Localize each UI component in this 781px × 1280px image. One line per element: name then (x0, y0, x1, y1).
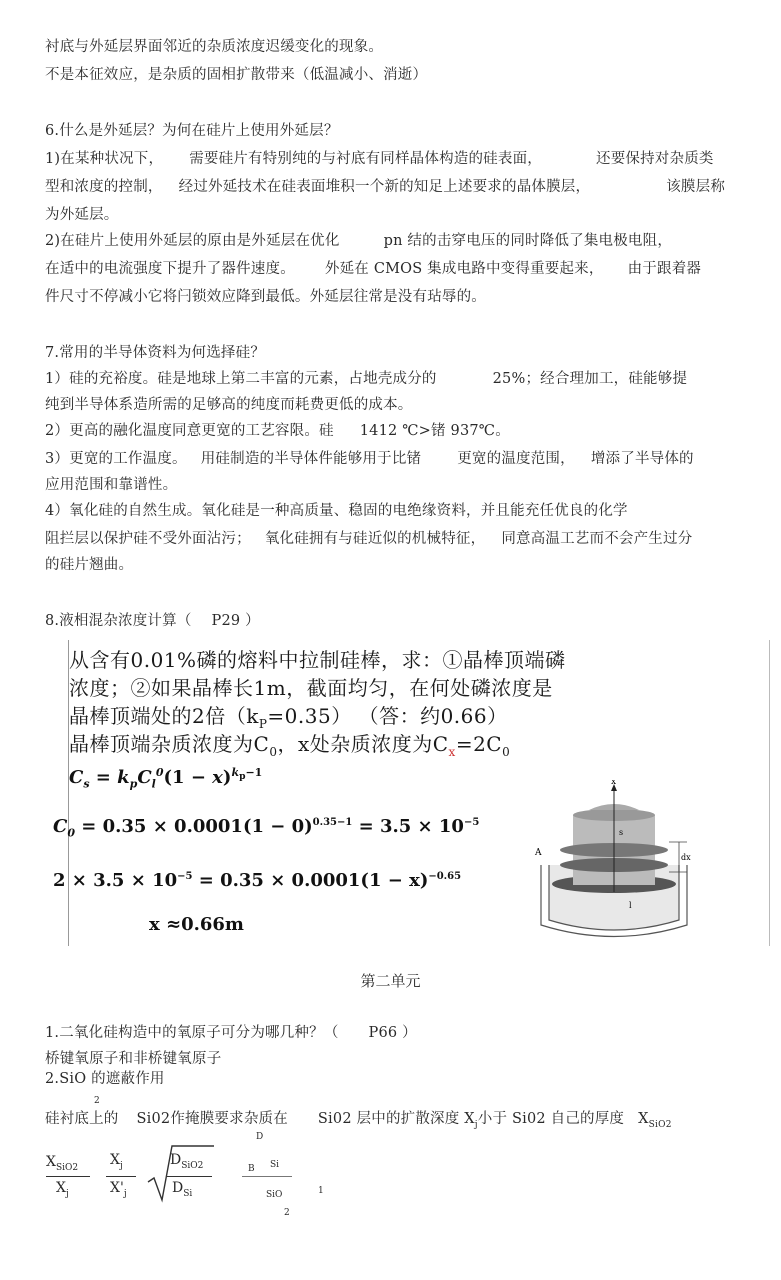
frac2-num (110, 1152, 123, 1171)
text: = 0.35 × 0.0001(1 − 0) (74, 816, 313, 837)
q7-a1-line2: 纯到半导体系造所需的足够高的纯度而耗费更低的成本。 (45, 397, 413, 413)
text: Si02作掩膜要求杂质在 (136, 1111, 288, 1127)
ratio-formula (46, 1132, 546, 1230)
text: 外延在 CMOS 集成电路中变得重要起来， (324, 261, 604, 277)
sub: j (474, 1119, 478, 1130)
sub: SiO2 (648, 1119, 672, 1130)
box-line-1: 从含有0.01%磷的熔料中拉制硅棒，求：①晶棒顶端磷 (69, 648, 566, 672)
sub: 0 (502, 745, 511, 759)
text: 还要保持对杂质类 (596, 151, 714, 167)
text: D (172, 1180, 184, 1196)
text: 3）更宽的工作温度。 (45, 451, 187, 467)
text: pn 结的击穿电压的同时降低了集电极电阻， (383, 233, 673, 249)
text: 同意高温工艺而不会产生过分 (501, 531, 693, 547)
text: 该膜层称 (666, 179, 726, 195)
text: 氧化硅拥有与硅近似的机械特征， (264, 531, 486, 547)
q2-subscript-2: 2 (94, 1096, 100, 1106)
q6-p1-line3: 为外延层。 (45, 207, 119, 223)
text: 用硅制造的半导体件能够用于比锗 (200, 451, 422, 467)
text: X (110, 1152, 120, 1168)
q7-a2 (45, 422, 510, 440)
sup: −0.65 (428, 871, 462, 882)
q8-problem-image (53, 640, 770, 946)
q7-a4-line3: 的硅片翘曲。 (45, 557, 134, 573)
intro-line-2: 不是本征效应，是杂质的固相扩散带来（低温减小、消逝） (45, 67, 428, 83)
text: 硅衬底上的 (45, 1111, 119, 1127)
text: 增添了半导体的 (590, 451, 694, 467)
text: 型和浓度的控制， (45, 179, 163, 195)
text: D (170, 1152, 182, 1168)
frag-2: 2 (284, 1208, 290, 1218)
sub: j (123, 1188, 127, 1199)
text: 1)在某种状况下， (45, 151, 164, 167)
crystal-rod-diagram (529, 780, 699, 940)
label-a: A (535, 848, 542, 858)
text: 2）更高的融化温度同意更宽的工艺容限。硅 (45, 423, 334, 439)
axis-label-x: x (611, 780, 617, 787)
sub: j (119, 1160, 123, 1171)
sub: x (448, 745, 456, 759)
label-dx: dx (681, 853, 691, 862)
text: 由于跟着器 (627, 261, 702, 277)
q7-a3-line1 (45, 450, 694, 468)
equation-2 (53, 816, 479, 840)
text: 8.液相混杂浓度计算（ (45, 613, 192, 629)
q7-title: 7.常用的半导体资料为何选择硅？ (45, 345, 266, 361)
frac2-den (110, 1180, 127, 1199)
text: P66 ） (368, 1025, 417, 1041)
label-s: s (619, 828, 624, 837)
q6-p1-line2 (45, 178, 725, 196)
text: 晶棒顶端处的2倍（k (69, 704, 259, 728)
sub: P (258, 717, 268, 731)
sub: j (65, 1188, 69, 1199)
label-l: l (629, 901, 632, 910)
text: 晶棒顶端杂质浓度为C (69, 732, 270, 756)
text: = 3.5 × 10 (352, 816, 464, 837)
sub: 0 (67, 826, 75, 840)
unit2-q2-line (45, 1110, 672, 1134)
text: X' (110, 1180, 124, 1196)
text: 1412 ℃>锗 937℃。 (359, 423, 510, 439)
text: Si02 层中的扩散深度 X (317, 1111, 475, 1127)
frac1-bar (46, 1176, 90, 1177)
rad-den (172, 1180, 192, 1199)
box-line-4 (69, 728, 510, 759)
text: X (56, 1180, 66, 1196)
text: 需要硅片有特别纯的与衬底有同样晶体构造的硅表面， (189, 151, 542, 167)
text: 更宽的温度范围， (457, 451, 575, 467)
text: =2C (455, 732, 503, 756)
rad-num (170, 1152, 203, 1171)
text: 1）硅的充裕度。硅是地球上第二丰富的元素，占地壳成分的 (45, 371, 437, 387)
box-line-3 (69, 700, 508, 731)
sub: 0 (269, 745, 278, 759)
q8-title (45, 612, 260, 630)
text: 2)在硅片上使用外延层的原由是外延层在优化 (45, 233, 340, 249)
text: X (46, 1154, 56, 1170)
frag-b: B (248, 1164, 255, 1174)
q7-a4-line2 (45, 530, 692, 548)
sup: −5 (463, 817, 480, 828)
frac1-den (56, 1180, 69, 1199)
text: 2 × 3.5 × 10 (53, 870, 178, 891)
equation-3 (53, 870, 461, 891)
frag-bar (242, 1176, 292, 1177)
q6-title: 6.什么是外延层？为何在硅片上使用外延层？ (45, 123, 339, 139)
text: X (638, 1111, 649, 1127)
text: C (53, 816, 68, 837)
text: 小于 Si02 自己的厚度 (477, 1111, 625, 1127)
text: ，x处杂质浓度为C (277, 732, 449, 756)
frag-1: 1 (318, 1186, 324, 1196)
sub: SiO2 (55, 1162, 79, 1173)
frag-si: Si (270, 1160, 280, 1170)
text: 阻拦层以保护硅不受外面沾污； (45, 531, 251, 547)
unit-heading: 第二单元 (360, 972, 421, 990)
unit2-q2-title: 2.SiO 的遮蔽作用 (45, 1071, 165, 1087)
sub: Si (183, 1188, 193, 1199)
q6-p1-line1 (45, 150, 714, 168)
box-line-2: 浓度；②如果晶棒长1m，截面均匀，在何处磷浓度是 (69, 676, 553, 700)
text: 25%；经合理加工，硅能够提 (492, 371, 688, 387)
text: 1.二氧化硅构造中的氧原子可分为哪几种？（ (45, 1025, 339, 1041)
frag-sio: SiO (266, 1190, 283, 1200)
unit2-q1 (45, 1024, 417, 1042)
rad-bar (166, 1176, 212, 1177)
text: =0.35） （答：约0.66） (267, 704, 508, 728)
text: 经过外延技术在硅表面堆积一个新的知足上述要求的晶体膜层， (178, 179, 591, 195)
q6-p2-line1 (45, 232, 672, 250)
text: = 0.35 × 0.0001(1 − x) (192, 870, 429, 891)
sup: 0.35−1 (312, 817, 353, 828)
equation-1: $C_s = k_pC_l^0(1 - x)^{k_p-1}$ (69, 766, 263, 791)
q7-a1-line1 (45, 370, 687, 388)
intro-line-1: 衬底与外延层界面邻近的杂质浓度迟缓变化的现象。 (45, 39, 384, 55)
q7-a4-line1: 4）氧化硅的自然生成。氧化硅是一种高质量、稳固的电绝缘资料，并且能充任优良的化学 (45, 503, 628, 519)
sup: −5 (177, 871, 193, 882)
frac1-num (46, 1154, 78, 1173)
sub: SiO2 (181, 1160, 204, 1171)
frag-d: D (256, 1132, 264, 1142)
text: P29 ） (211, 613, 260, 629)
unit2-q1-answer: 桥键氧原子和非桥键氧原子 (45, 1051, 222, 1067)
q7-a3-line2: 应用范围和靠谱性。 (45, 477, 178, 493)
q6-p2-line2 (45, 260, 701, 278)
text: 在适中的电流强度下提升了器件速度。 (45, 261, 295, 277)
frac2-bar (106, 1176, 136, 1177)
q6-p2-line3: 件尺寸不停减小它将闩锁效应降到最低。外延层往常是没有玷辱的。 (45, 289, 486, 305)
equation-4: x ≈0.66m (149, 914, 244, 935)
